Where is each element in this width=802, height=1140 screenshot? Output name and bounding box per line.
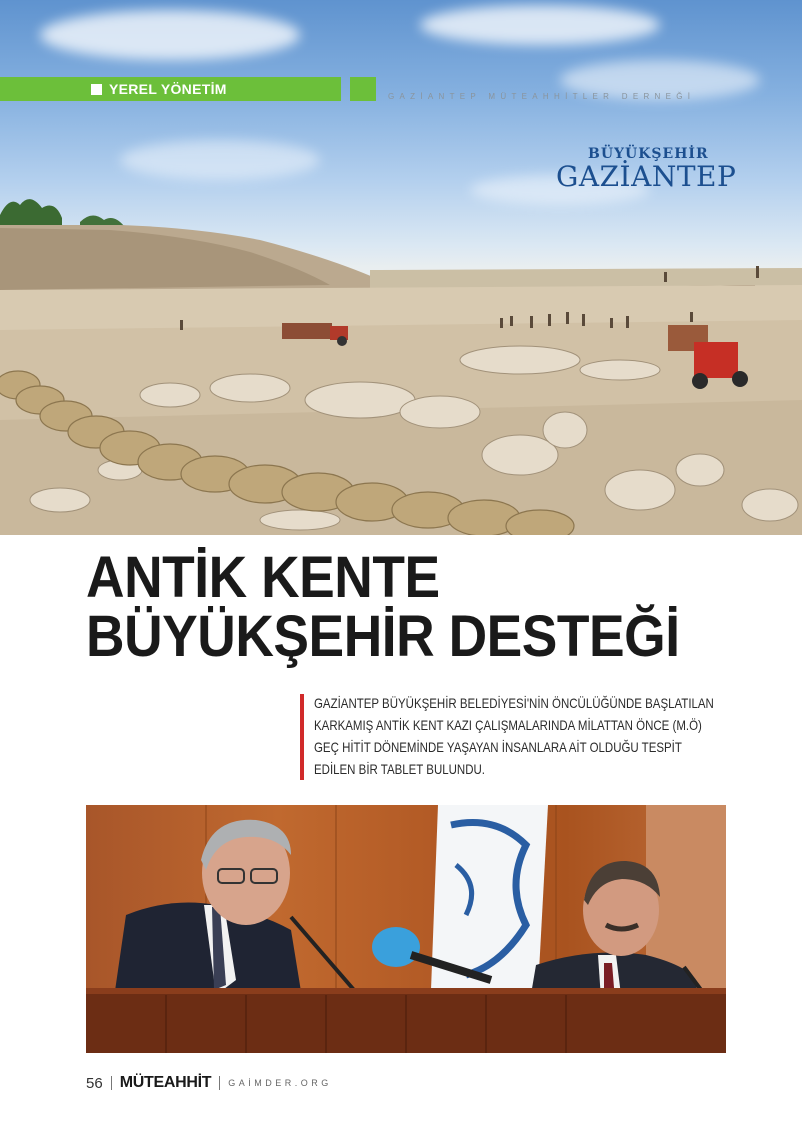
section-bar-accent [350, 77, 376, 101]
association-name: GAZİANTEP MÜTEAHHİTLER DERNEĞİ [388, 92, 696, 101]
website-link[interactable]: GAİMDER.ORG [228, 1078, 332, 1088]
article-headline [86, 545, 712, 669]
headline-line-2: BÜYÜKŞEHİR DESTEĞİ [86, 604, 680, 669]
section-bar [0, 77, 341, 101]
press-conference-photo [86, 805, 726, 1053]
article-lead: GAZİANTEP BÜYÜKŞEHİR BELEDİYESİ'NİN ÖNCÜLÜĞÜNDE BAŞLATILAN KARKAMIŞ ANTİK KENT KAZI ÇALIŞMALARINDA MİLATTAN ÖNCE (M.Ö) GEÇ HİTİT DÖNEMİNDE YAŞAYAN İNSANLARA AİT OLDUĞU TESPİT EDİLEN BİR TABLET BULUNDU. [314, 695, 714, 777]
lead-accent-rule [300, 694, 304, 780]
magazine-name: MÜTEAHHİT [119, 1074, 212, 1091]
logo-top-text: BÜYÜKŞEHİR [588, 146, 709, 162]
logo-main-text: GAZİANTEP [556, 160, 737, 193]
headline-line-1: ANTİK KENTE [86, 545, 440, 610]
page-footer [86, 1074, 332, 1092]
footer-separator [219, 1076, 220, 1090]
section-label: YEREL YÖNETİM [109, 81, 227, 97]
page-number: 56 [86, 1074, 103, 1092]
excavation-photo [0, 0, 802, 535]
municipality-logo [556, 146, 736, 200]
footer-separator [111, 1076, 112, 1090]
section-square-icon [91, 84, 102, 95]
